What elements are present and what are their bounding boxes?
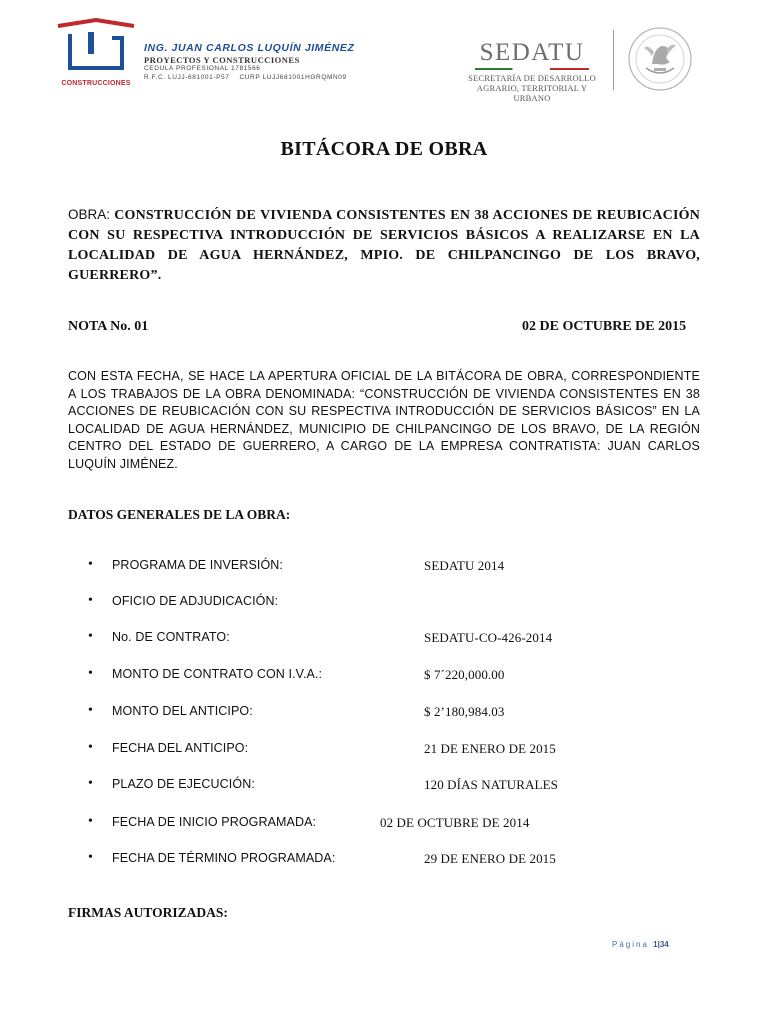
page-total: 34 [659, 940, 669, 949]
item-value-plazo: 120 DÍAS NATURALES [424, 777, 558, 792]
bullet-icon: • [88, 740, 93, 755]
item-label-fecha-inicio: FECHA DE INICIO PROGRAMADA: [112, 815, 317, 829]
company-rfc: R.F.C. LUJJ-681001-P57 [144, 73, 230, 81]
company-cedula: CEDULA PROFESIONAL 1781566 [144, 65, 261, 72]
company-logo [56, 18, 136, 92]
item-value-programa: SEDATU 2014 [424, 558, 505, 573]
header-divider [613, 30, 614, 90]
bullet-icon: • [88, 776, 93, 791]
item-label-programa: PROGRAMA DE INVERSIÓN: [112, 558, 283, 572]
item-value-fecha-termino: 29 DE ENERO DE 2015 [424, 851, 556, 866]
bullet-icon: • [88, 557, 93, 572]
sedatu-line-1: SECRETARÍA DE DESARROLLO [468, 73, 596, 83]
logo-caption: CONSTRUCCIONES [61, 80, 131, 87]
company-ids [144, 75, 355, 82]
sedatu-line-2: AGRARIO, TERRITORIAL Y URBANO [476, 83, 588, 104]
bullet-icon: • [88, 593, 93, 608]
page-label: Página [612, 940, 649, 949]
opening-paragraph: CON ESTA FECHA, SE HACE LA APERTURA OFICIAL DE LA BITÁCORA DE OBRA, CORRESPONDIENTE A LOS TRABAJOS DE LA OBRA DENOMINADA: “CONSTRUCCIÓN DE VIVIENDA CONSISTENTES EN 38 ACCIONES DE REUBICACIÓN CON SU RESPECTIVA INTRODUCCIÓN DE SERVICIOS BÁSICOS” EN LA LOCALIDAD DE AGUA HERNÁNDEZ, MUNICIPIO DE CHILPANCINGO DE LOS BRAVO, DE LA REGIÓN CENTRO DEL ESTADO DE GUERRERO, A CARGO DE LA EMPRESA CONTRATISTA: JUAN CARLOS LUQUÍN JIMÉNEZ. [68, 369, 700, 471]
sedatu-wordmark: SEDATU [479, 39, 585, 66]
obra-description [68, 205, 700, 286]
bullet-icon: • [88, 703, 93, 718]
company-curp: CURP LUJJ681001HGRQMN09 [239, 73, 347, 81]
company-block [144, 43, 355, 81]
item-label-oficio: OFICIO DE ADJUDICACIÓN: [112, 594, 279, 608]
item-value-contrato: SEDATU-CO-426-2014 [424, 630, 553, 645]
mexico-seal-icon [624, 24, 696, 94]
bullet-icon: • [88, 629, 93, 644]
item-label-fecha-termino: FECHA DE TÉRMINO PROGRAMADA: [112, 851, 336, 865]
logo-mark-icon [56, 18, 136, 80]
nota-date: 02 DE OCTUBRE DE 2015 [522, 319, 687, 334]
item-label-plazo: PLAZO DE EJECUCIÓN: [112, 777, 255, 791]
bullet-icon: • [88, 814, 93, 829]
signatures-heading: FIRMAS AUTORIZADAS: [68, 905, 228, 920]
item-label-fecha-anticipo: FECHA DEL ANTICIPO: [112, 741, 249, 755]
page-current: 1 [653, 940, 658, 949]
company-subtitle: PROYECTOS Y CONSTRUCCIONES [144, 54, 300, 65]
sedatu-logo [462, 40, 602, 104]
nota-number: NOTA No. 01 [68, 319, 149, 334]
bullet-icon: • [88, 666, 93, 681]
sedatu-flag-bar [475, 68, 589, 70]
obra-label: OBRA: [68, 207, 111, 222]
bullet-icon: • [88, 850, 93, 865]
page-number: Página 1|34 [612, 940, 669, 949]
item-label-contrato: No. DE CONTRATO: [112, 630, 230, 644]
item-label-monto-contrato: MONTO DE CONTRATO CON I.V.A.: [112, 667, 323, 681]
item-value-fecha-inicio: 02 DE OCTUBRE DE 2014 [380, 815, 530, 830]
document-title: BITÁCORA DE OBRA [280, 138, 488, 160]
company-name: ING. JUAN CARLOS LUQUÍN JIMÉNEZ [144, 42, 355, 54]
general-data-heading: DATOS GENERALES DE LA OBRA: [68, 507, 291, 522]
obra-text: CONSTRUCCIÓN DE VIVIENDA CONSISTENTES EN 38 ACCIONES DE REUBICACIÓN CON SU RESPECTIVA INTRODUCCIÓN DE SERVICIOS BÁSICOS A REALIZARSE EN LA LOCALIDAD DE AGUA HERNÁNDEZ, MPIO. DE CHILPANCINGO DE LOS BRAVO, GUERRERO”. [68, 208, 701, 283]
item-value-monto-anticipo: $ 2’180,984.03 [424, 704, 505, 719]
item-value-fecha-anticipo: 21 DE ENERO DE 2015 [424, 741, 556, 756]
item-value-monto-contrato: $ 7´220,000.00 [424, 667, 505, 682]
item-label-monto-anticipo: MONTO DEL ANTICIPO: [112, 704, 253, 718]
